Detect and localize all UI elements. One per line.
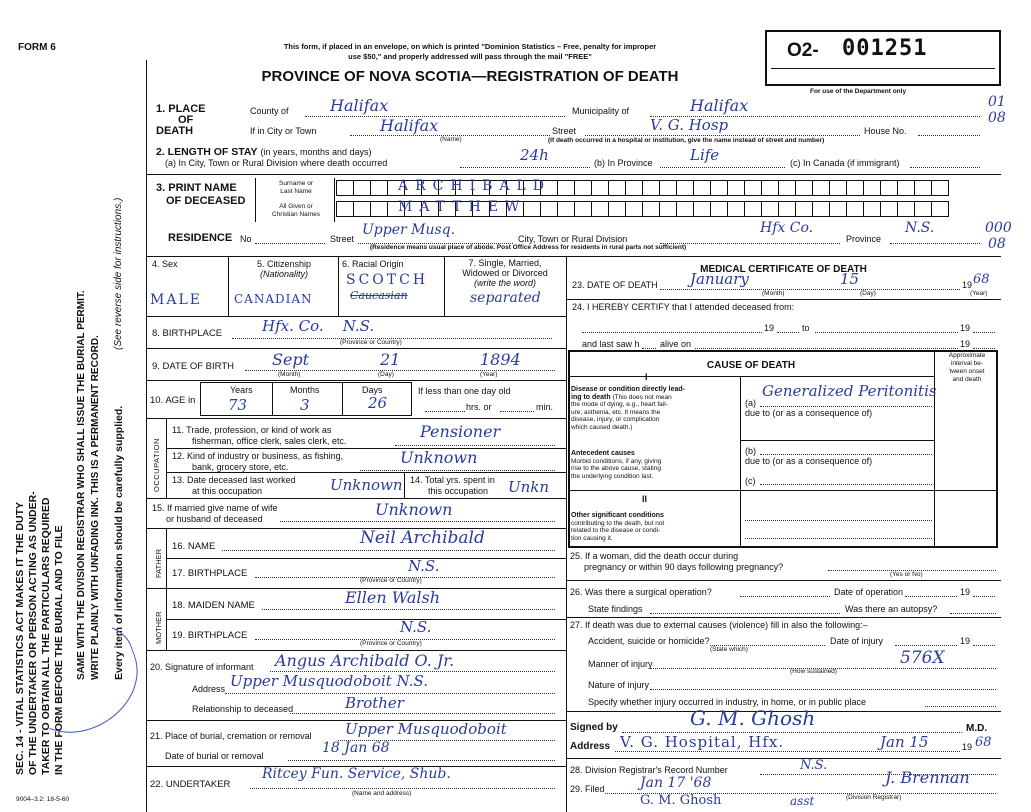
physician-address-label: Address (570, 741, 611, 752)
hrs-label: hrs. or (466, 402, 492, 412)
injury-date-label: Date of injury (830, 636, 884, 646)
age-label: 10. AGE in (150, 395, 196, 406)
q24-year-3: 19 (960, 339, 971, 349)
q13-value: Unknown (330, 476, 403, 494)
age-months-label: Months (290, 385, 320, 395)
city-value: Halifax (380, 116, 439, 135)
father-prov-note: (Province or Country) (360, 577, 422, 584)
physician-address: V. G. Hospital, Hfx. (620, 733, 785, 751)
disease-note: Disease or condition directly lead- ing to death (This does not mean the mode of dying, e.g., heart fail- ure, asthenia, etc. It means the disease, injury, or complication which caused death.) (571, 386, 685, 431)
hospital-note: (If death occurred in a hospital or institution, give the name instead of street and number) (548, 137, 825, 144)
alive-on-label: alive on (660, 339, 692, 349)
q14-value: Unkn (508, 478, 550, 496)
side-code-3: 000 (985, 220, 1012, 236)
yes-no-note: (Yes or No) (890, 571, 923, 578)
sidebar-line-2: OF THE UNDERTAKER OR PERSON ACTING AS UNDER- (27, 491, 39, 775)
side-code-2: 08 (988, 110, 1006, 126)
dob-year: 1894 (480, 350, 521, 369)
age-years-label: Years (230, 385, 253, 395)
undertaker-note: (Name and address) (352, 790, 412, 797)
q27-label: 27. If death was due to external causes (violence) fill in also the following:– (570, 620, 868, 630)
sidebar-line-4: IN THE FORM BEFORE THE BURIAL AND TO FILE (53, 525, 65, 775)
cause-heading: CAUSE OF DEATH (706, 360, 796, 371)
informant-address: Upper Musquodoboit N.S. (230, 672, 428, 690)
sidebar-line-3: TAKER TO OBTAIN ALL THE PARTICULARS REQUIRED (40, 497, 52, 775)
q13-label: 13. Date deceased last worked at this occupation (172, 475, 296, 496)
cause-a-label: (a) (745, 398, 756, 408)
nature-label: Nature of injury (588, 680, 650, 690)
registration-number-box (765, 30, 1001, 86)
age-months: 3 (300, 396, 310, 414)
q16-label: 16. NAME (172, 541, 216, 552)
burial-date: 18 Jan 68 (322, 740, 390, 756)
racial-struck: Caucasian (350, 289, 408, 302)
death-day-note: (Day) (860, 290, 876, 297)
sex-label: 4. Sex (152, 259, 178, 269)
residence-no-label: No (240, 234, 252, 244)
bottom-asst: asst (790, 794, 815, 808)
municipality-label: Municipality of (572, 106, 630, 116)
print-name-label: 3. PRINT NAME OF DECEASED (156, 182, 246, 207)
mother-side-label: MOTHER (154, 611, 163, 644)
address-date: Jan 15 (880, 733, 929, 751)
undertaker-value: Ritcey Fun. Service, Shub. (262, 766, 451, 782)
stay-b-value: Life (690, 146, 720, 164)
page-title: PROVINCE OF NOVA SCOTIA—REGISTRATION OF DEATH (261, 68, 679, 85)
q20-label: 20. Signature of informant (150, 662, 254, 672)
medical-heading: MEDICAL CERTIFICATE OF DEATH (700, 264, 867, 275)
sidebar-line-6: WRITE PLAINLY WITH UNFADING INK. THIS IS A PERMANENT RECORD. (90, 335, 101, 680)
sex-value: MALE (150, 292, 202, 308)
manner-value: 576X (900, 648, 945, 668)
sidebar-line-1: SEC. 14 - VITAL STATISTICS ACT MAKES IT THE DUTY (14, 501, 26, 775)
q17-label: 17. BIRTHPLACE (172, 568, 248, 579)
less-than-day-label: If less than one day old (418, 386, 511, 396)
findings-label: State findings (588, 604, 643, 614)
death-year: 68 (973, 272, 990, 287)
father-side-label: FATHER (154, 548, 163, 578)
given-label: All Given or Christian Names (271, 203, 321, 218)
dob-month-note: (Month) (278, 371, 301, 378)
q14-label: 14. Total yrs. spent in this occupation (410, 475, 495, 496)
q21-date-label: Date of burial or removal (165, 751, 264, 761)
roman-two: II (642, 494, 648, 504)
sidebar-line-5: SAME WITH THE DIVISION REGISTRAR WHO SHALL ISSUE THE BURIAL PERMIT. (76, 290, 87, 680)
age-days-label: Days (362, 385, 383, 395)
age-years: 73 (228, 396, 248, 414)
cause-b-label: (b) (745, 446, 756, 456)
city-label: If in City or Town (250, 126, 317, 136)
surname-label: Surname or Last Name (279, 180, 313, 195)
op-date-label: Date of operation (834, 587, 904, 597)
street-label: Street (552, 126, 577, 136)
residence-street-value: Upper Musq. (362, 222, 456, 238)
roman-one: I (645, 372, 648, 382)
form-left-border (146, 60, 147, 812)
q11-value: Pensioner (420, 422, 501, 441)
father-name: Neil Archibald (360, 528, 485, 548)
reg-number: 001251 (842, 36, 928, 61)
signed-by-label: Signed by (570, 722, 618, 733)
surname-value: ARCHIBALD (398, 178, 552, 194)
q24-label: 24. I HEREBY CERTIFY that I attended deceased from: (572, 302, 795, 312)
informant-address-label: Address (192, 684, 226, 694)
dob-year-note: (Year) (480, 371, 498, 378)
racial-value: SCOTCH (346, 272, 429, 288)
q18-label: 18. MAIDEN NAME (172, 600, 255, 611)
death-day: 15 (840, 270, 860, 288)
mother-birthplace: N.S. (400, 618, 432, 636)
dob-month: Sept (272, 350, 310, 369)
q11-label: 11. Trade, profession, or kind of work as fisherman, office clerk, sales clerk, etc. (172, 425, 347, 446)
address-year: 68 (975, 735, 992, 750)
dept-use-note: For use of the Department only (810, 88, 907, 95)
footer-code: 9004–3.2: 18-5-60 (16, 796, 70, 803)
death-month: January (690, 270, 749, 288)
cause-c-label: (c) (745, 476, 756, 486)
interval-heading: Approximate interval be- tween onset and death (948, 352, 986, 383)
county-label: County of (250, 106, 289, 116)
relationship-label: Relationship to deceased (192, 704, 294, 714)
residence-label: RESIDENCE (168, 232, 233, 244)
street-value: V. G. Hosp (650, 116, 729, 134)
residence-city-value: Hfx Co. (760, 220, 814, 236)
q23-label: 23. DATE OF DEATH (572, 280, 658, 290)
q29-label: 29. Filed (570, 784, 605, 794)
sidebar-line-8: Every item of information should be carefully supplied. (113, 405, 125, 680)
relationship-value: Brother (345, 694, 404, 712)
q28-label: 28. Division Registrar's Record Number (570, 765, 728, 775)
reg-prefix: O2- (787, 40, 819, 61)
dob-day: 21 (380, 350, 401, 369)
manner-label: Manner of injury (588, 659, 653, 669)
last-saw-label: and last saw h (582, 339, 640, 349)
stay-c-label: (c) In Canada (if immigrant) (790, 158, 900, 168)
q15-label: 15. If married give name of wife or husband of deceased (152, 503, 278, 524)
md-label: M.D. (966, 723, 988, 734)
q24-year-2: 19 (960, 323, 971, 333)
cause-a-value: Generalized Peritonitis (762, 382, 937, 400)
filed-value: Jan 17 '68 (640, 775, 712, 791)
physician-signature: G. M. Ghosh (690, 706, 816, 730)
q25-label: 25. If a woman, did the death occur during pregnancy or within 90 days following pregnancy? (570, 551, 784, 572)
father-birthplace: N.S. (408, 557, 440, 575)
mother-name: Ellen Walsh (345, 588, 440, 607)
citizenship-label: 5. Citizenship (Nationality) (256, 259, 312, 279)
residence-city-label: City, Town or Rural Division (518, 234, 628, 244)
occupation-side-label: OCCUPATION (152, 438, 161, 492)
county-value: Halifax (330, 96, 389, 115)
injury-year: 19 (960, 636, 971, 646)
marital-value: separated (470, 290, 541, 306)
burial-place: Upper Musquodoboit (345, 720, 507, 738)
specify-label: Specify whether injury occurred in industry, in home, or in public place (588, 697, 866, 707)
citizenship-value: CANADIAN (234, 292, 313, 306)
side-code-1: 01 (988, 94, 1006, 110)
side-code-4: 08 (988, 236, 1006, 252)
place-label: 1. PLACE OF DEATH (156, 103, 206, 137)
stay-label: 2. LENGTH OF STAY (in years, months and days) (156, 146, 372, 158)
residence-street-label: Street (330, 234, 355, 244)
mother-prov-note: (Province or Country) (360, 640, 422, 647)
q15-value: Unknown (375, 500, 453, 519)
dob-label: 9. DATE OF BIRTH (152, 361, 234, 372)
envelope-note-1: This form, if placed in an envelope, on which is printed "Dominion Statistics – Free, penalty for improper (283, 42, 657, 51)
form-number: FORM 6 (18, 42, 56, 53)
q21-place-label: 21. Place of burial, cremation or removal (150, 731, 312, 741)
given-value: MATTHEW (398, 199, 527, 215)
accident-label: Accident, suicide or homicide? (588, 636, 710, 646)
birthplace-note: (Province or Country) (340, 339, 402, 346)
residence-province-value: N.S. (905, 220, 935, 236)
name-note: (Name) (440, 136, 462, 143)
registrar-signature: J. Brennan (885, 768, 970, 787)
residence-province-label: Province (846, 234, 882, 244)
q28-value: N.S. (800, 758, 828, 773)
birthplace-label: 8. BIRTHPLACE (152, 328, 223, 339)
autopsy-label: Was there an autopsy? (845, 604, 938, 614)
marital-label: 7. Single, Married, Widowed or Divorced (write the word) (462, 258, 548, 288)
q24-to: to (802, 323, 810, 333)
due-to-2: due to (or as a consequence of) (745, 456, 873, 466)
q24-year-1: 19 (764, 323, 775, 333)
address-year-prefix: 19 (962, 742, 973, 752)
stay-b-label: (b) In Province (594, 158, 653, 168)
stay-a-label: (a) In City, Town or Rural Division where death occurred (165, 158, 388, 168)
envelope-note-2: use $50," and properly addressed will pass through the mail "FREE" (348, 52, 592, 61)
informant-signature: Angus Archibald O. Jr. (275, 651, 455, 670)
municipality-value: Halifax (690, 96, 749, 115)
birthplace-value: Hfx. Co. N.S. (262, 317, 375, 335)
q12-label: 12. Kind of industry or business, as fishing, bank, grocery store, etc. (172, 451, 344, 472)
bottom-name: G. M. Ghosh (640, 793, 722, 808)
death-year-prefix: 19 (962, 280, 973, 290)
racial-label: 6. Racial Origin (342, 259, 404, 269)
death-year-note: (Year) (970, 290, 988, 297)
dob-day-note: (Day) (378, 371, 394, 378)
q22-label: 22. UNDERTAKER (150, 779, 231, 790)
age-days: 26 (368, 394, 388, 412)
q12-value: Unknown (400, 448, 478, 467)
death-month-note: (Month) (762, 290, 785, 297)
center-divider (566, 256, 567, 812)
q19-label: 19. BIRTHPLACE (172, 630, 248, 641)
antecedent-note: Antecedent causes Morbid conditions, if any, giving rise to the above cause, stating the underlying condition last. (571, 450, 662, 480)
house-label: House No. (864, 126, 907, 136)
min-label: min. (536, 402, 554, 412)
other-conditions-note: Other significant conditions contributing to the death, but not related to the disease or condi- tion causing it. (571, 512, 665, 542)
state-which-note: (State which) (710, 646, 748, 653)
stay-a-value: 24h (520, 146, 549, 164)
sidebar-line-7: (See reverse side for instructions.) (113, 197, 124, 350)
due-to-1: due to (or as a consequence of) (745, 408, 873, 418)
residence-note: (Residence means usual place of abode. Post Office Address for residents in rural parts not sufficient) (370, 244, 687, 251)
how-sustained-note: (How sustained) (790, 668, 837, 675)
op-year: 19 (960, 587, 971, 597)
registrar-note: (Division Registrar) (846, 794, 902, 801)
q26-label: 26. Was there a surgical operation? (570, 587, 712, 597)
